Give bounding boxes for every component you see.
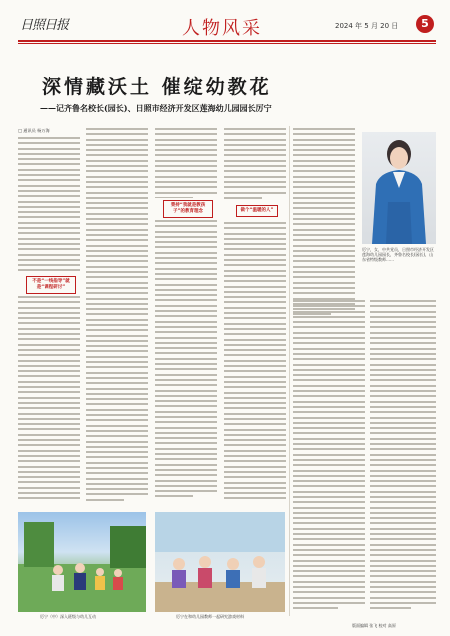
text-column-4a <box>224 128 286 200</box>
pull-quote-3: 做个“温暖的人” <box>236 205 278 217</box>
editor-credit: 版面编辑 张飞 校对 高原 <box>352 623 396 628</box>
portrait-caption: 厉宁，女，中共党员，日照市经济开发区莲海幼儿园园长，齐鲁名校长(园长)，山东省特级教师…… <box>362 247 434 262</box>
section-title: 人物风采 <box>182 18 262 39</box>
text-column-3a <box>155 128 217 198</box>
bottom-left-photo <box>18 512 146 612</box>
text-column-3b <box>155 220 217 508</box>
pull-quote-2: 秉持“我就是教孩子”的教育理念 <box>163 200 213 218</box>
text-column-1 <box>18 128 80 276</box>
header-rule-thin <box>18 43 436 44</box>
header-rule <box>18 40 436 42</box>
children-playing-icon <box>18 512 146 612</box>
article-subtitle: ——记齐鲁名校长(园长)、日照市经济开发区莲海幼儿园园长厉宁 <box>40 103 272 113</box>
text-column-4b <box>224 222 286 508</box>
article-title: 深情藏沃土 催绽幼教花 <box>42 76 272 98</box>
person-silhouette-icon <box>362 132 436 244</box>
column-divider <box>289 126 290 616</box>
text-column-5 <box>293 128 355 323</box>
text-column-2 <box>86 128 148 508</box>
masthead <box>0 0 450 40</box>
page-number-badge: 5 <box>416 15 434 33</box>
text-column-6 <box>293 300 365 616</box>
bottom-left-caption: 厉宁（中）深入班级与幼儿互动 <box>40 614 96 619</box>
text-column-7 <box>370 300 436 616</box>
byline: □ 通讯员 杨万海 <box>18 128 50 133</box>
pull-quote-1: 不是“一线指导”就是“课程研讨” <box>26 276 76 294</box>
issue-date: 2024 年 5 月 20 日 <box>335 22 399 30</box>
bottom-right-caption: 厉宁在和幼儿园教师一起研究游戏材料 <box>176 614 244 619</box>
classroom-icon <box>155 512 285 612</box>
bottom-right-photo <box>155 512 285 612</box>
text-column-1b <box>18 296 80 508</box>
portrait-photo <box>362 132 436 244</box>
newspaper-logo: 日照日报 <box>20 18 69 33</box>
